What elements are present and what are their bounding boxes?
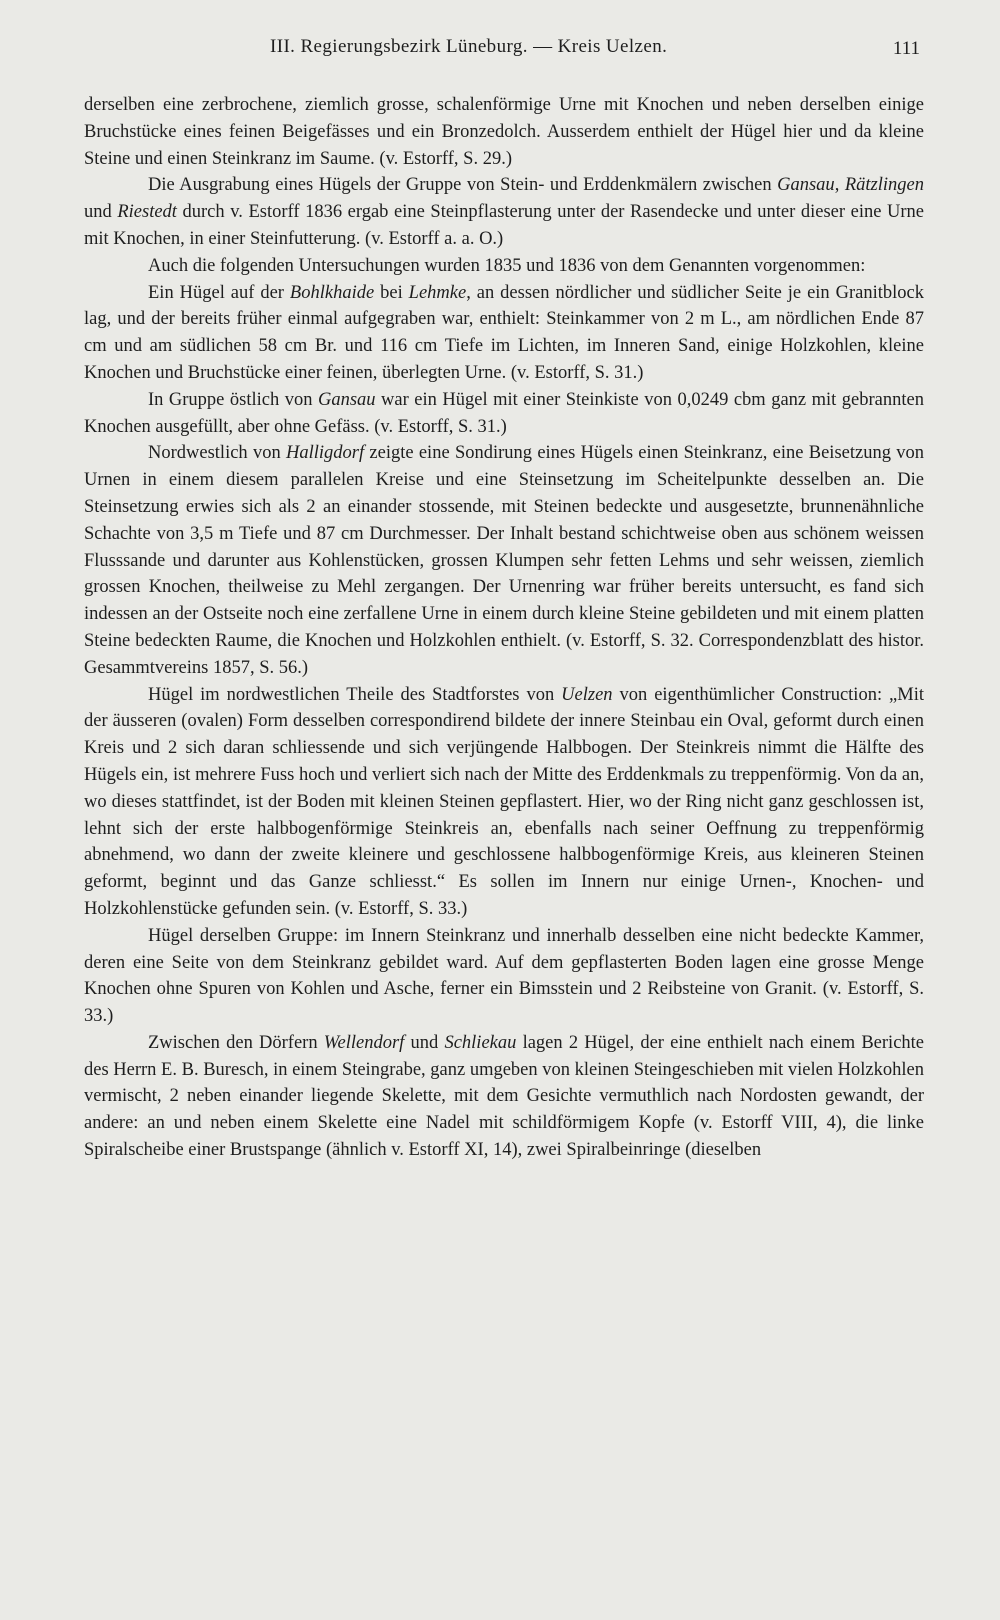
place-name: Uelzen: [561, 684, 613, 705]
paragraph: [84, 440, 924, 681]
paragraph: [84, 923, 924, 1030]
place-name: Halligdorf: [286, 443, 365, 464]
text-run: zeigte eine Sondirung eines Hügels einen Steinkranz, eine Beisetzung von Urnen in einem diesem parallelen Kreise und eine Steinsetzung im Scheitelpunkte desselben an. Die Steinsetzung erwies sich als 2 an einander stossende, mit Steinen bedeckte und ausgesetzte, brunnenähnliche Schachte von 3,5 m Tiefe und 87 cm Durchmesser. Der Inhalt bestand schichtweise oben aus schönem weissen Flusssande und darunter aus Kohlenstücken, grossen Klumpen sehr fetten Lehms und sehr weissen, ziemlich grossen Knochen, theilweise zu Mehl zergangen. Der Urnenring war früher bereits untersucht, es fand sich indessen an der Ostseite noch eine zerfallene Urne in einem durch kleine Steine gebildeten und mit einem platten Steine bedeckten Raume, die Knochen und Holzkohlen enthielt. (v. Estorff, S. 32. Correspondenzblatt des histor. Gesammtvereins 1857, S. 56.): [84, 443, 924, 678]
text-run: und: [84, 202, 118, 223]
text-run: und: [404, 1032, 445, 1053]
text-run: Zwischen den Dörfern: [148, 1032, 324, 1053]
paragraph: [84, 92, 924, 172]
paragraph: [84, 1030, 924, 1164]
place-name: Lehmke: [408, 282, 467, 303]
place-name: Schliekau: [444, 1032, 517, 1053]
text-run: durch v. Estorff 1836 ergab eine Steinpflasterung unter der Rasendecke und unter dieser eine Urne mit Knochen, in einer Steinfutterung. (v. Estorff a. a. O.): [84, 202, 925, 249]
text-run: von eigenthümlicher Construction: „Mit der äusseren (ovalen) Form desselben correspondirend bildete der innere Steinbau ein Oval, geformt durch einen Kreis und 2 sich daran schliessende und sich verjüngende Halbbogen. Der Steinkreis nimmt die Hälfte des Hügels ein, ist mehrere Fuss hoch und verliert sich nach der Mitte des Erddenkmals zu treppenförmig. Von da an, wo dieses stattfindet, ist der Boden mit kleinen Steinen gepflastert. Hier, wo der Ring nicht ganz geschlossen ist, lehnt sich der erste halbbogenförmige Steinkreis an, ebenfalls nach seiner Oeffnung zu treppenförmig abnehmend, wo dann der zweite kleinere und geschlossene halbbogenförmige Kreis, aus kleineren Steinen geformt, beginnt und das Ganze schliesst.“ Es sollen im Innern nur einige Urnen-, Knochen- und Holzkohlenstücke gefunden sein. (v. Estorff, S. 33.): [84, 684, 924, 919]
page-number: 111: [892, 38, 920, 59]
text-run: , an dessen nördlicher und südlicher Seite je ein Granitblock lag, und der bereits früher einmal aufgegraben war, enthielt: Steinkammer von 2 m L., am nördlichen Ende 87 cm und am südlichen 58 cm Br. und 116 cm Tiefe im Lichten, im Inneren Sand, einige Holzkohlen, kleine Knochen und Bruchstücke einer feinen, überlegten Urne. (v. Estorff, S. 31.): [84, 282, 924, 383]
place-name: Wellendorf: [323, 1032, 405, 1053]
text-run: Hügel derselben Gruppe: im Innern Steinkranz und innerhalb desselben eine nicht bedeckte Kammer, deren eine Seite von dem Steinkranz gebildet ward. Auf dem gepflasterten Boden lagen eine grosse Menge Knochen ohne Spuren von Kohlen und Asche, ferner ein Bimsstein und 2 Reibsteine von Granit. (v. Estorff, S. 33.): [84, 925, 924, 1027]
text-run: Auch die folgenden Untersuchungen wurden 1835 und 1836 von dem Genannten vorgenommen:: [148, 255, 866, 276]
place-name: Gansau: [317, 389, 376, 410]
text-run: bei: [374, 282, 409, 303]
running-head: III. Regierungsbezirk Lüneburg. — Kreis Uelzen.: [270, 36, 668, 57]
text-run: lagen 2 Hügel, der eine enthielt nach einem Berichte des Herrn E. B. Buresch, in einem Steingrabe, ganz umgeben von kleinen Steingeschieben mit vielen Holzkohlen vermischt, 2 neben einander liegende Skelette, mit dem Gesichte vermuthlich nach Nordosten gewandt, der andere: an und neben einem Skelette eine Nadel mit schildförmigem Kopfe (v. Estorff VIII, 4), die linke Spiralscheibe einer Brustspange (ähnlich v. Estorff XI, 14), zwei Spiralbeinringe (dieselben: [84, 1032, 925, 1161]
text-run: ,: [834, 175, 845, 196]
text-run: In Gruppe östlich von: [148, 389, 318, 410]
page-header: [84, 36, 920, 76]
text-run: Die Ausgrabung eines Hügels der Gruppe von Stein- und Erddenkmälern zwischen: [148, 175, 778, 196]
place-name: Rätzlingen: [844, 175, 924, 196]
place-name: Gansau: [777, 175, 835, 196]
text-run: Hügel im nordwestlichen Theile des Stadtforstes von: [148, 684, 562, 705]
paragraph: [84, 682, 924, 923]
paragraph: [84, 253, 924, 280]
text-run: war ein Hügel mit einer Steinkiste von 0,0249 cbm ganz mit gebrannten Knochen ausgefüllt, aber ohne Gefäss. (v. Estorff, S. 31.): [84, 389, 924, 437]
text-run: Ein Hügel auf der: [148, 282, 290, 303]
place-name: Riestedt: [117, 202, 177, 223]
place-name: Bohlkhaide: [289, 282, 375, 303]
body-text: [84, 92, 924, 1164]
text-run: Nordwestlich von: [148, 443, 286, 464]
paragraph: [84, 172, 924, 252]
paragraph: [84, 280, 924, 387]
text-run: derselben eine zerbrochene, ziemlich grosse, schalenförmige Urne mit Knochen und neben derselben einige Bruchstücke eines feinen Beigefässes und ein Bronzedolch. Ausserdem enthielt der Hügel hier und da kleine Steine und einen Steinkranz im Saume. (v. Estorff, S. 29.): [84, 95, 924, 169]
paragraph: [84, 387, 924, 441]
